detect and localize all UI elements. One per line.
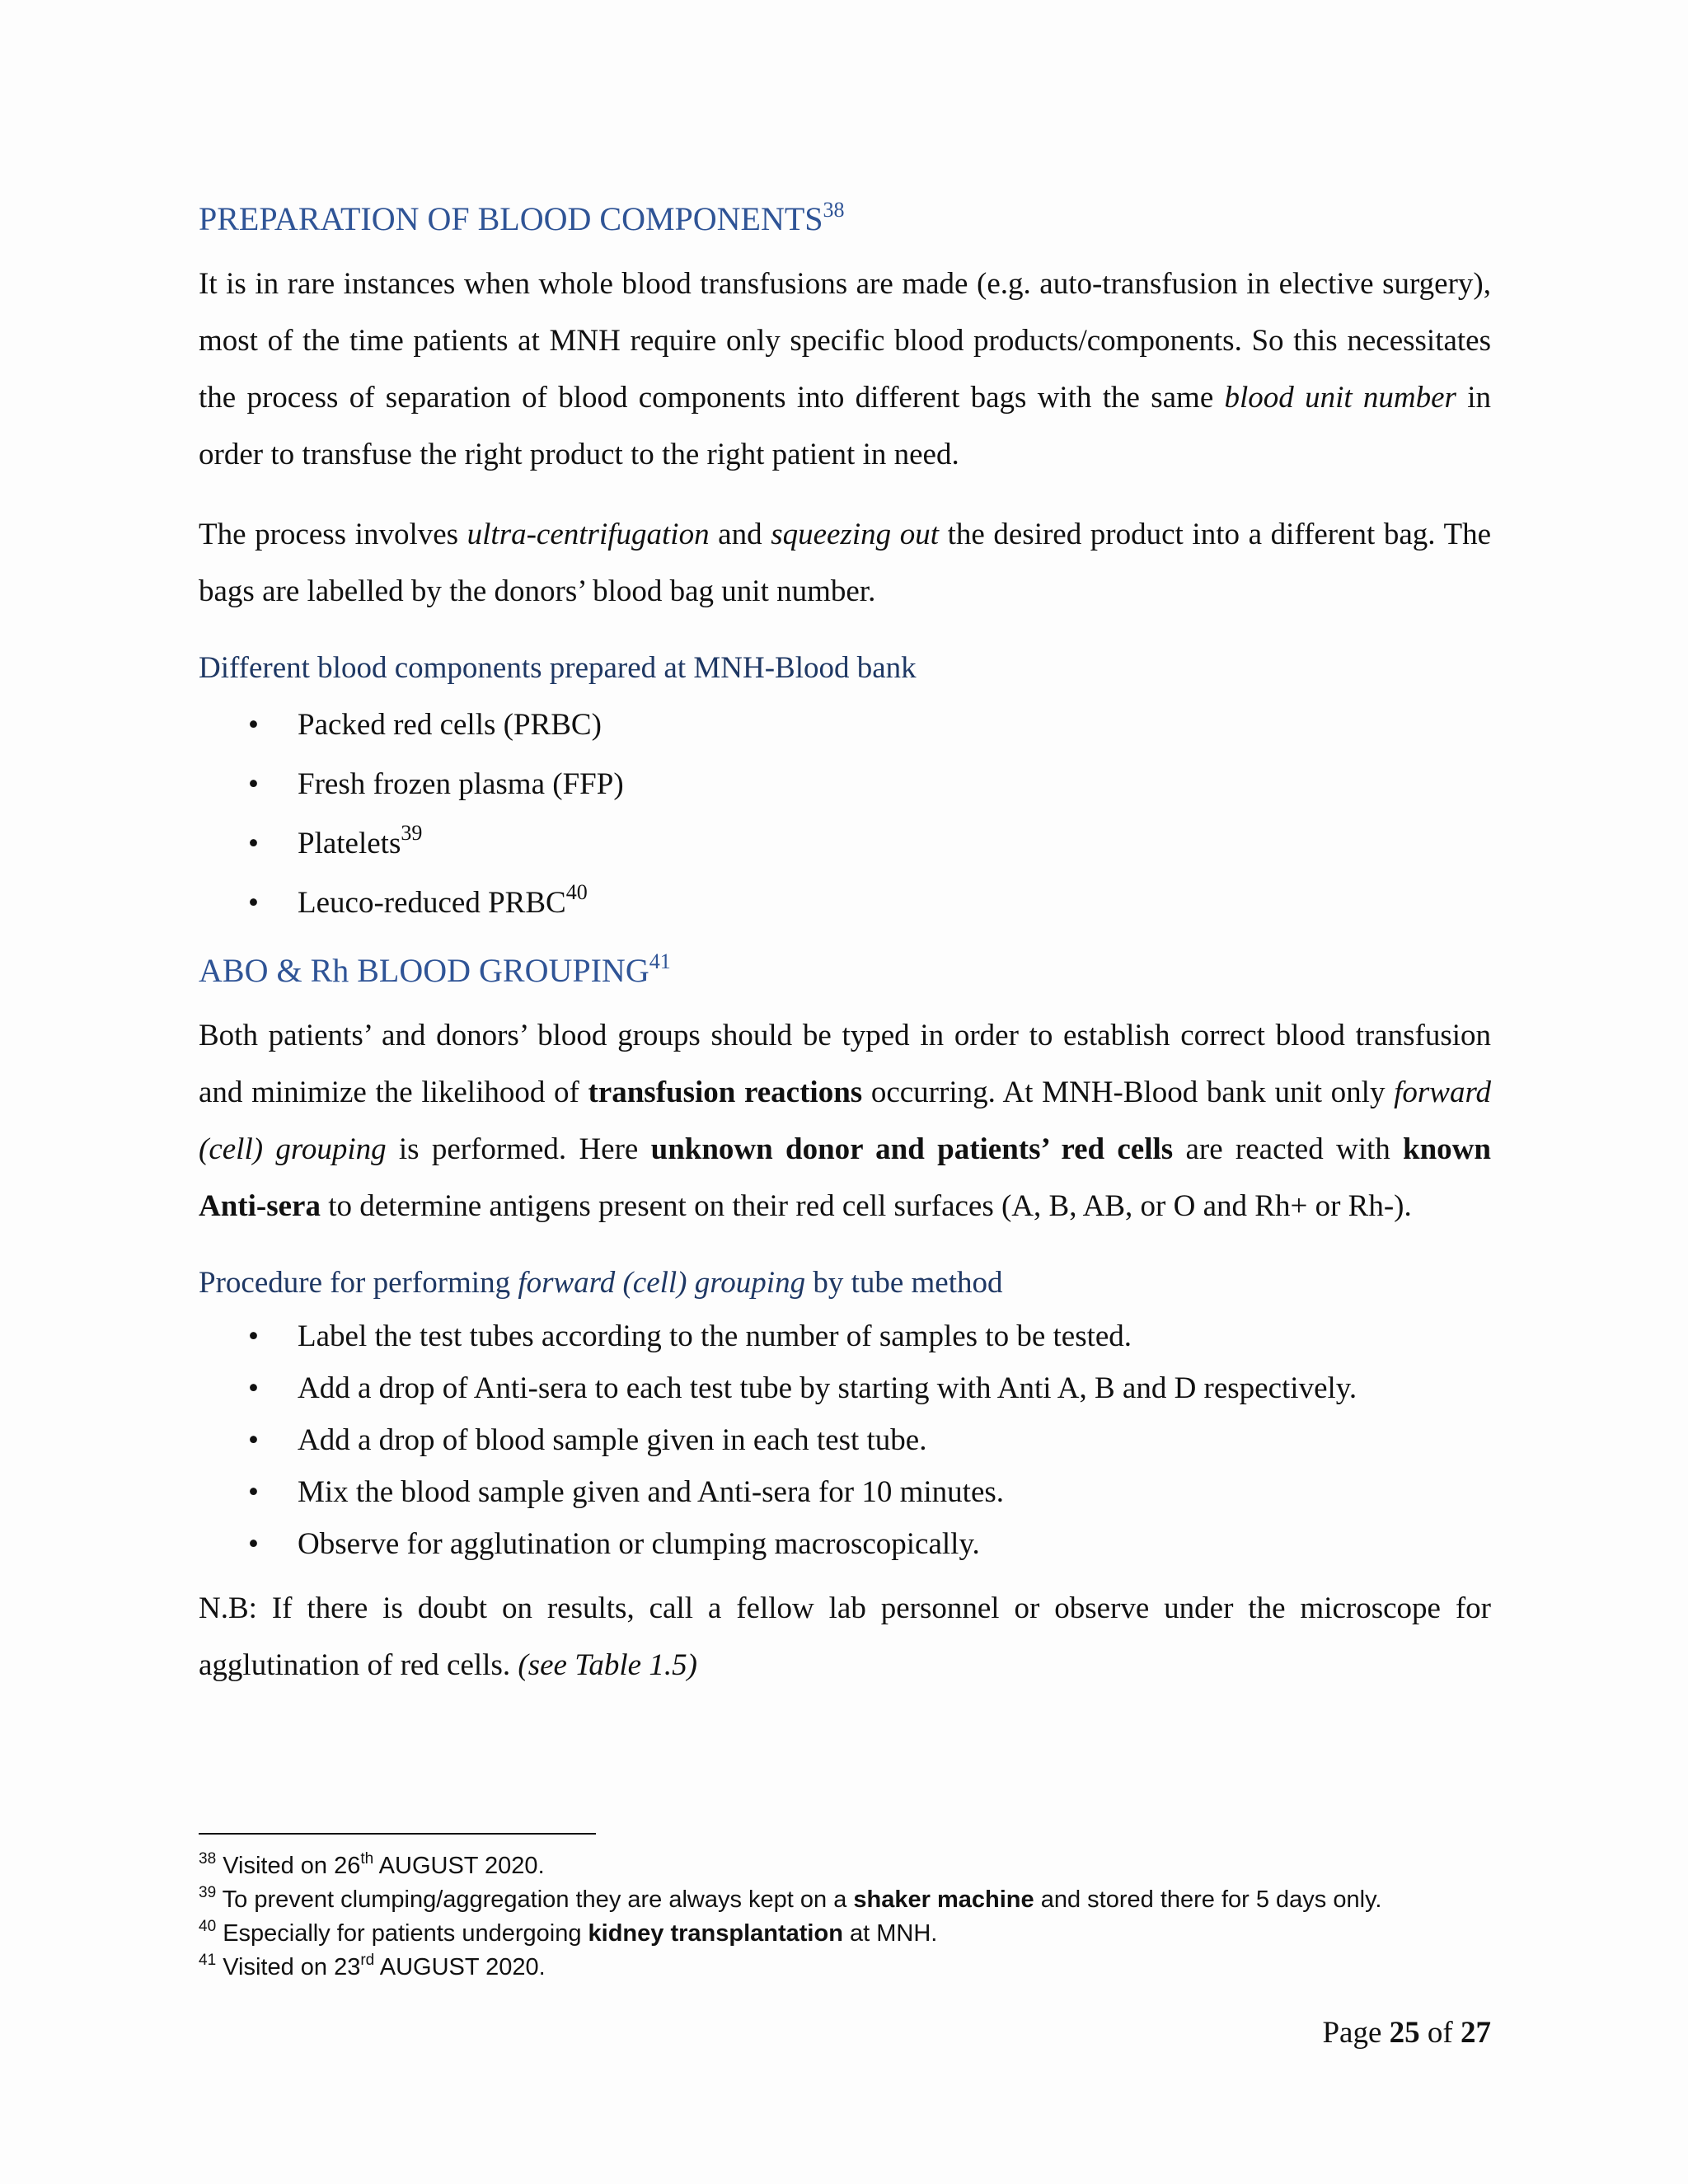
text-run: the desired product into a different bag. The bags are labelled by the donors’ blood bag unit number. [199, 518, 1491, 608]
footnote-ref[interactable]: 40 [565, 880, 588, 904]
text-run: N.B: If there is doubt on results, call a fellow lab personnel or observe under the microscope for agglutination of red cells. [199, 1591, 1491, 1682]
list-item-text: Add a drop of blood sample given in each test tube. [298, 1423, 927, 1457]
footnote-40 [199, 1917, 1517, 1951]
footnote-ref[interactable]: 39 [401, 821, 423, 845]
section-heading-blood-components [199, 191, 1491, 247]
components-list [199, 696, 1491, 933]
page-body [199, 191, 1491, 1694]
footnote-39 [199, 1883, 1517, 1917]
text-run: Page [1322, 2016, 1390, 2050]
text-run: by tube method [805, 1266, 1003, 1300]
text-run: is performed. Here [386, 1132, 651, 1166]
bold-term: transfusion reactions [588, 1076, 863, 1109]
bullet-icon: • [248, 1319, 259, 1353]
footnote-number: 40 [199, 1918, 217, 1935]
bold-term: known Anti-sera [199, 1132, 1491, 1223]
bullet-icon: • [248, 1475, 259, 1509]
list-item [199, 874, 1491, 933]
bold-term: kidney transplantation [588, 1920, 843, 1947]
text-run: Both patients’ and donors’ blood groups should be typed in order to establish correct blood transfusion and minimize the likelihood of [199, 1019, 1491, 1109]
footnote-number: 41 [199, 1952, 217, 1969]
bold-term: unknown donor and patients’ red cells [650, 1132, 1174, 1166]
text-run: AUGUST 2020. [374, 1954, 546, 1980]
text-run: Visited on 26 [216, 1853, 361, 1879]
list-item-text: Observe for agglutination or clumping macroscopically. [298, 1527, 980, 1561]
list-item [199, 1518, 1491, 1570]
footnote-ref[interactable]: 38 [823, 198, 845, 222]
list-item [199, 1414, 1491, 1466]
text-run: To prevent clumping/aggregation they are always kept on a [216, 1886, 854, 1913]
footnote-number: 39 [199, 1884, 217, 1901]
spacer [199, 933, 1491, 943]
page-number [1322, 2011, 1491, 2055]
bold-term: shaker machine [853, 1886, 1034, 1913]
list-item [199, 1466, 1491, 1518]
italic-term: forward (cell) grouping [518, 1266, 806, 1300]
text-run: at MNH. [842, 1920, 938, 1947]
heading-text: ABO & Rh BLOOD GROUPING [199, 952, 649, 989]
list-item-text: Fresh frozen plasma (FFP) [298, 767, 624, 801]
text-run: of [1419, 2016, 1461, 2050]
paragraph-intro [199, 255, 1491, 483]
footnote-38 [199, 1849, 1517, 1883]
spacer [199, 1570, 1491, 1580]
list-item [199, 1310, 1491, 1362]
text-run: Visited on 23 [216, 1954, 361, 1980]
current-page: 25 [1389, 2016, 1420, 2050]
bullet-icon: • [248, 767, 259, 801]
text-run: AUGUST 2020. [373, 1853, 545, 1879]
footnotes [199, 1849, 1517, 1985]
note-paragraph [199, 1580, 1491, 1694]
list-item-text: Platelets [298, 827, 401, 860]
section-heading-blood-grouping [199, 943, 1491, 999]
bullet-icon: • [248, 1423, 259, 1457]
text-run: are reacted with [1173, 1132, 1404, 1166]
list-item [199, 696, 1491, 755]
list-item [199, 755, 1491, 814]
list-item-text: Label the test tubes according to the number of samples to be tested. [298, 1319, 1132, 1353]
list-item-text: Mix the blood sample given and Anti-sera for 10 minutes. [298, 1475, 1005, 1509]
subheading-procedure [199, 1256, 1491, 1310]
paragraph-process [199, 506, 1491, 620]
list-item-text: Add a drop of Anti-sera to each test tube by starting with Anti A, B and D respectively. [298, 1371, 1357, 1405]
list-item [199, 1362, 1491, 1414]
procedure-list [199, 1310, 1491, 1570]
italic-term: blood unit number [1224, 381, 1456, 415]
text-run: The process involves [199, 518, 467, 551]
text-run: occurring. At MNH-Blood bank unit only [862, 1076, 1395, 1109]
text-run: Especially for patients undergoing [216, 1920, 588, 1947]
text-run: It is in rare instances when whole blood transfusions are made (e.g. auto-transfusion in elective surgery), most of the time patients at MNH require only specific blood products/components. So this necessitates the process of separation of blood components into different bags with the same [199, 267, 1491, 415]
footnote-separator [199, 1833, 596, 1835]
heading-text: PREPARATION OF BLOOD COMPONENTS [199, 200, 823, 237]
italic-term: ultra-centrifugation [467, 518, 710, 551]
bullet-icon: • [248, 827, 259, 860]
list-item [199, 814, 1491, 874]
text-run: and [709, 518, 771, 551]
paragraph-grouping [199, 1007, 1491, 1235]
total-pages: 27 [1461, 2016, 1491, 2050]
list-item-text: Packed red cells (PRBC) [298, 708, 602, 742]
bullet-icon: • [248, 886, 259, 920]
footnote-41 [199, 1951, 1517, 1985]
footnote-ref[interactable]: 41 [649, 949, 671, 973]
bullet-icon: • [248, 708, 259, 742]
spacer [199, 1235, 1491, 1256]
list-item-text: Leuco-reduced PRBC [298, 886, 566, 920]
text-run: Procedure for performing [199, 1266, 518, 1300]
ordinal-suffix: rd [360, 1952, 375, 1969]
table-reference: (see Table 1.5) [518, 1648, 697, 1682]
text-run: in order to transfuse the right product to the right patient in need. [199, 381, 1491, 471]
text-run: and stored there for 5 days only. [1034, 1886, 1382, 1913]
bullet-icon: • [248, 1371, 259, 1405]
ordinal-suffix: th [360, 1850, 374, 1868]
text-run: to determine antigens present on their red cell surfaces (A, B, AB, or O and Rh+ or Rh-). [320, 1189, 1412, 1223]
italic-term: forward (cell) grouping [199, 1076, 1491, 1166]
footnote-number: 38 [199, 1850, 217, 1868]
bullet-icon: • [248, 1527, 259, 1561]
italic-term: squeezing out [771, 518, 939, 551]
subheading-components: Different blood components prepared at MNH-Blood bank [199, 651, 917, 685]
spacer [199, 620, 1491, 641]
